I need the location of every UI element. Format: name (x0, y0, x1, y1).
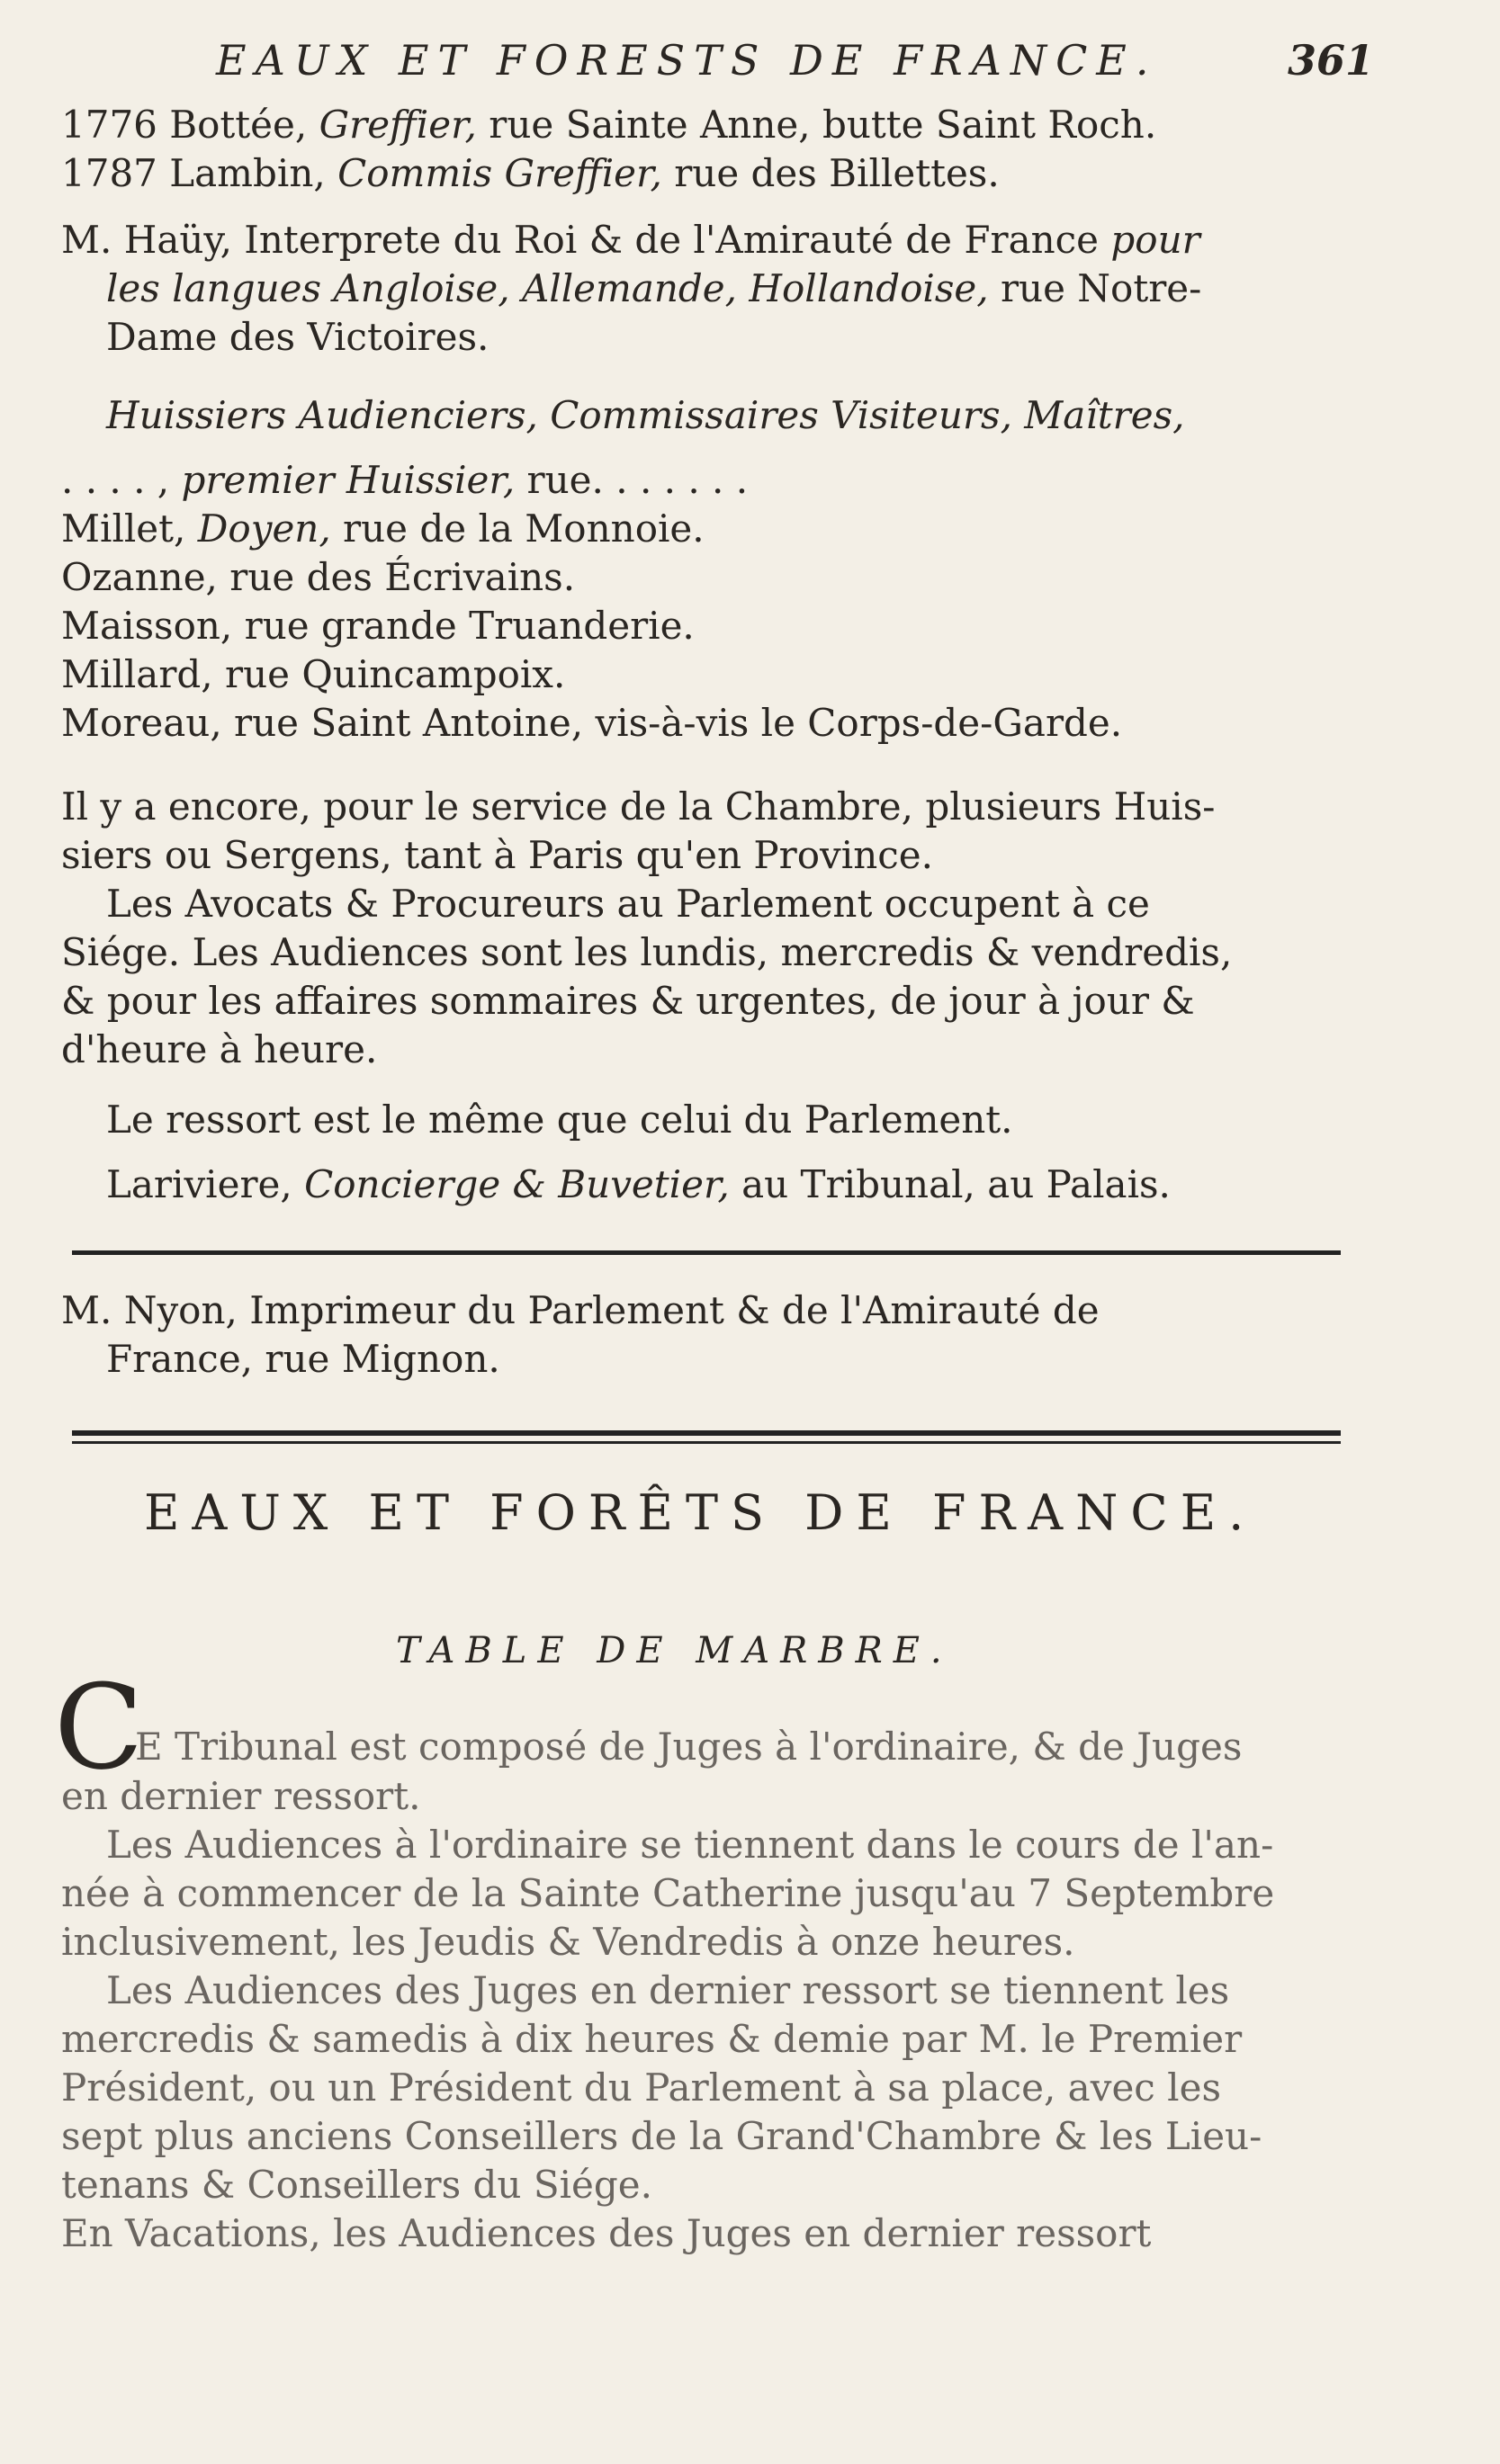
running-head: EAUX ET FORESTS DE FRANCE. (216, 36, 1158, 85)
huissier-millet: Millet, Doyen, rue de la Monnoie. (61, 506, 705, 551)
section-title: EAUX ET FORÊTS DE FRANCE. (144, 1484, 1257, 1541)
section-subtitle: TABLE DE MARBRE. (396, 1630, 953, 1671)
divider-rule (72, 1250, 1341, 1255)
paragraph-lariviere: Lariviere, Concierge & Buvetier, au Tribunal, au Palais. (106, 1162, 1171, 1206)
drop-cap: C (54, 1659, 144, 1796)
huissier-row: Ozanne, rue des Écrivains. (61, 555, 576, 599)
paragraph-service: Il y a encore, pour le service de la Chambre, plusieurs Huis- siers ou Sergens, tant à Paris qu'en Province. (61, 784, 1216, 877)
huissiers-list (61, 391, 1366, 748)
section-body: en dernier ressort. Les Audiences à l'ordinaire se tiennent dans le cours de l'an- née à commencer de la Sainte Catherine jusqu'au 7 Septembre inclusivement, les Jeudis & Vendredis à onze heures. Les Audiences des Juges en dernier ressort se tiennent les mercredis & samedis à dix heures & demie par M. le Premier Président, ou un Président du Parlement à sa place, avec les sept plus anciens Conseillers de la Grand'Chambre & les Lieu- tenans & Conseillers du Siége. En Vacations, les Audiences des Juges en dernier ressort (61, 1774, 1275, 2255)
section-first-lines: E Tribunal est composé de Juges à l'ordinaire, & de Juges (135, 1725, 1243, 1769)
paragraph-avocats: Les Avocats & Procureurs au Parlement occupent à ce Siége. Les Audiences sont les lundis, mercredis & vendredis, & pour les affaires sommaires & urgentes, de jour à jour & d'heure à heure. (61, 882, 1233, 1071)
entry-bottee: 1776 Bottée, Greffier, rue Sainte Anne, butte Saint Roch. (61, 103, 1157, 147)
paragraph-ressort: Le ressort est le même que celui du Parlement. (106, 1098, 1013, 1142)
page-number: 361 (1287, 36, 1374, 85)
entry-hauy: M. Haüy, Interprete du Roi & de l'Amirauté de France pour les langues Angloise, Allemande, Hollandoise, rue Notre- Dame des Victoires. (61, 218, 1202, 359)
top-entries (61, 101, 1366, 198)
huissier-row: Moreau, rue Saint Antoine, vis-à-vis le Corps-de-Garde. (61, 701, 1123, 745)
entry-nyon: M. Nyon, Imprimeur du Parlement & de l'Amirauté de France, rue Mignon. (61, 1288, 1100, 1381)
ornamental-rule-bottom (72, 1441, 1341, 1444)
huissier-row: Millard, rue Quincampoix. (61, 652, 566, 696)
huissiers-heading: Huissiers Audienciers, Commissaires Visiteurs, Maîtres, (106, 393, 1185, 437)
ornamental-rule-top (72, 1430, 1341, 1436)
huissier-row: Maisson, rue grande Truanderie. (61, 604, 695, 648)
huissier-premier: . . . . , premier Huissier, rue. . . . . . . (61, 458, 749, 502)
entry-lambin: 1787 Lambin, Commis Greffier, rue des Billettes. (61, 151, 1000, 195)
